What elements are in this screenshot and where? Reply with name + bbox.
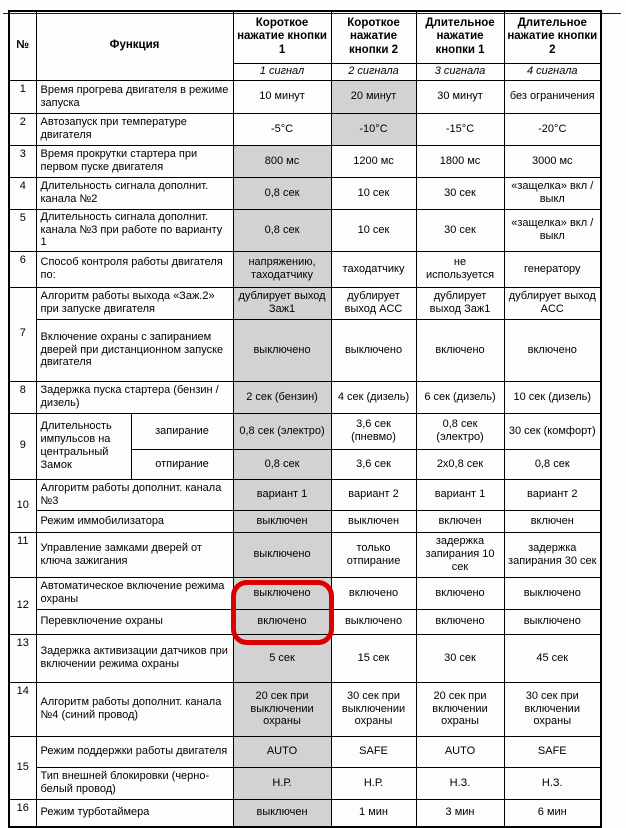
value-cell: включен xyxy=(416,510,504,532)
function-cell: Задержка пуска стартера (бензин / дизель) xyxy=(36,381,233,413)
signal-label-1: 1 сигнал xyxy=(233,63,331,80)
column-header-long-press-2: Длительное нажатие кнопки 2 xyxy=(504,11,601,63)
column-header-short-press-1: Короткое нажатие кнопки 1 xyxy=(233,11,331,63)
value-cell: выключено xyxy=(331,609,416,634)
function-cell: Время прогрева двигателя в режиме запуска xyxy=(36,80,233,113)
function-cell: Длительность сигнала дополнит. канала №2 xyxy=(36,177,233,209)
value-cell: без ограничения xyxy=(504,80,601,113)
signal-label-4: 4 сигнала xyxy=(504,63,601,80)
value-cell: включено xyxy=(331,577,416,609)
table-row xyxy=(9,634,601,682)
table-row xyxy=(9,209,601,251)
value-cell: 2x0,8 сек xyxy=(416,449,504,479)
row-number: 8 xyxy=(9,381,36,413)
function-cell: Перевключение охраны xyxy=(36,609,233,634)
value-cell-selected: выключено xyxy=(233,319,331,381)
value-cell-selected: выключено xyxy=(233,532,331,577)
row-number: 14 xyxy=(9,682,36,736)
table-row xyxy=(9,532,601,577)
value-cell-selected: 0,8 сек xyxy=(233,177,331,209)
value-cell: 10 сек (дизель) xyxy=(504,381,601,413)
value-cell-selected: 20 минут xyxy=(331,80,416,113)
value-cell: 45 сек xyxy=(504,634,601,682)
function-cell: Алгоритм работы дополнит. канала №4 (синий провод) xyxy=(36,682,233,736)
table-row xyxy=(9,767,601,799)
row-number: 15 xyxy=(9,736,36,799)
value-cell: 10 сек xyxy=(331,209,416,251)
value-cell: 10 минут xyxy=(233,80,331,113)
value-cell: генератору xyxy=(504,251,601,287)
table-row xyxy=(9,736,601,767)
value-cell-selected: включено xyxy=(233,609,331,634)
subfunction-cell: запирание xyxy=(131,413,233,449)
table-row xyxy=(9,287,601,319)
row-number: 9 xyxy=(9,413,36,479)
row-number: 1 xyxy=(9,80,36,113)
value-cell-selected: выключен xyxy=(233,510,331,532)
value-cell: выключен xyxy=(331,510,416,532)
value-cell-selected: выключено xyxy=(233,577,331,609)
value-cell: задержка запирания 30 сек xyxy=(504,532,601,577)
function-cell: Задержка активизации датчиков при включении режима охраны xyxy=(36,634,233,682)
table-row xyxy=(9,799,601,827)
value-cell: задержка запирания 10 сек xyxy=(416,532,504,577)
value-cell: 4 сек (дизель) xyxy=(331,381,416,413)
value-cell: включено xyxy=(504,319,601,381)
value-cell-selected: Н.Р. xyxy=(233,767,331,799)
value-cell-selected: 0,8 сек (электро) xyxy=(233,413,331,449)
function-cell: Способ контроля работы двигателя по: xyxy=(36,251,233,287)
value-cell: 0,8 сек (электро) xyxy=(416,413,504,449)
value-cell-selected: AUTO xyxy=(233,736,331,767)
function-cell: Управление замками дверей от ключа зажигания xyxy=(36,532,233,577)
value-cell-selected: 5 сек xyxy=(233,634,331,682)
value-cell: 30 сек при выключении охраны xyxy=(331,682,416,736)
value-cell: 1800 мс xyxy=(416,145,504,177)
row-number: 13 xyxy=(9,634,36,682)
column-header-function: Функция xyxy=(36,11,233,80)
value-cell: выключено xyxy=(331,319,416,381)
function-cell: Алгоритм работы дополнит. канала №3 xyxy=(36,479,233,510)
value-cell: 30 сек xyxy=(416,634,504,682)
function-cell: Длительность импульсов на центральный Замок xyxy=(36,413,131,479)
column-header-long-press-1: Длительное нажатие кнопки 1 xyxy=(416,11,504,63)
row-number: 4 xyxy=(9,177,36,209)
value-cell: 1 мин xyxy=(331,799,416,827)
value-cell: 3,6 сек xyxy=(331,449,416,479)
value-cell: включено xyxy=(416,577,504,609)
value-cell-selected: дублирует выход Заж1 xyxy=(233,287,331,319)
row-number: 3 xyxy=(9,145,36,177)
value-cell: SAFE xyxy=(331,736,416,767)
value-cell-selected: 0,8 сек xyxy=(233,449,331,479)
value-cell: не используется xyxy=(416,251,504,287)
row-number: 7 xyxy=(9,287,36,381)
value-cell: выключено xyxy=(504,609,601,634)
value-cell-selected: 20 сек при выключении охраны xyxy=(233,682,331,736)
table-row xyxy=(9,80,601,113)
value-cell: 6 сек (дизель) xyxy=(416,381,504,413)
function-cell: Режим поддержки работы двигателя xyxy=(36,736,233,767)
value-cell: таходатчику xyxy=(331,251,416,287)
page-top-rule xyxy=(3,13,621,14)
value-cell-selected: напряжению, таходатчику xyxy=(233,251,331,287)
row-number: 12 xyxy=(9,577,36,634)
table-row xyxy=(9,145,601,177)
table-row xyxy=(9,251,601,287)
value-cell: 30 сек xyxy=(416,177,504,209)
settings-table xyxy=(8,10,602,828)
value-cell: 30 сек xyxy=(416,209,504,251)
value-cell: дублирует выход ACC xyxy=(331,287,416,319)
value-cell: 1200 мс xyxy=(331,145,416,177)
value-cell: AUTO xyxy=(416,736,504,767)
signal-label-2: 2 сигнала xyxy=(331,63,416,80)
value-cell: 30 сек при включении охраны xyxy=(504,682,601,736)
table-row xyxy=(9,319,601,381)
value-cell: -15°С xyxy=(416,113,504,145)
function-cell: Режим иммобилизатора xyxy=(36,510,233,532)
value-cell: Н.З. xyxy=(504,767,601,799)
signal-label-3: 3 сигнала xyxy=(416,63,504,80)
function-cell: Автоматическое включение режима охраны xyxy=(36,577,233,609)
value-cell: вариант 2 xyxy=(504,479,601,510)
value-cell: 3 мин xyxy=(416,799,504,827)
value-cell: 3,6 сек (пневмо) xyxy=(331,413,416,449)
function-cell: Включение охраны с запиранием дверей при дистанционном запуске двигателя xyxy=(36,319,233,381)
value-cell: -5°С xyxy=(233,113,331,145)
table-row xyxy=(9,479,601,510)
value-cell: SAFE xyxy=(504,736,601,767)
value-cell: включено xyxy=(416,609,504,634)
value-cell-selected: 2 сек (бензин) xyxy=(233,381,331,413)
value-cell: Н.З. xyxy=(416,767,504,799)
row-number: 16 xyxy=(9,799,36,827)
row-number: 6 xyxy=(9,251,36,287)
row-number: 10 xyxy=(9,479,36,532)
value-cell: дублирует выход ACC xyxy=(504,287,601,319)
table-row xyxy=(9,381,601,413)
function-cell: Автозапуск при температуре двигателя xyxy=(36,113,233,145)
table-row-highlighted xyxy=(9,609,601,634)
value-cell: включено xyxy=(416,319,504,381)
value-cell: 15 сек xyxy=(331,634,416,682)
column-header-num: № xyxy=(9,11,36,80)
value-cell: 10 сек xyxy=(331,177,416,209)
function-cell: Время прокрутки стартера при первом пуске двигателя xyxy=(36,145,233,177)
header-row xyxy=(9,11,601,63)
value-cell: выключено xyxy=(504,577,601,609)
value-cell-selected: 0,8 сек xyxy=(233,209,331,251)
value-cell: 30 сек (комфорт) xyxy=(504,413,601,449)
column-header-short-press-2: Короткое нажатие кнопки 2 xyxy=(331,11,416,63)
value-cell: только отпирание xyxy=(331,532,416,577)
row-number: 5 xyxy=(9,209,36,251)
value-cell: Н.Р. xyxy=(331,767,416,799)
value-cell: 3000 мс xyxy=(504,145,601,177)
value-cell: вариант 2 xyxy=(331,479,416,510)
function-cell: Режим турботаймера xyxy=(36,799,233,827)
value-cell: дублирует выход Заж1 xyxy=(416,287,504,319)
value-cell: «защелка» вкл / выкл xyxy=(504,209,601,251)
value-cell-selected: 800 мс xyxy=(233,145,331,177)
value-cell: 20 сек при включении охраны xyxy=(416,682,504,736)
value-cell: 6 мин xyxy=(504,799,601,827)
value-cell: «защелка» вкл / выкл xyxy=(504,177,601,209)
value-cell: -20°С xyxy=(504,113,601,145)
value-cell: 30 минут xyxy=(416,80,504,113)
table-row xyxy=(9,113,601,145)
function-cell: Алгоритм работы выхода «Заж.2» при запуске двигателя xyxy=(36,287,233,319)
table-row-highlighted xyxy=(9,577,601,609)
value-cell: 0,8 сек xyxy=(504,449,601,479)
table-row xyxy=(9,177,601,209)
value-cell: включен xyxy=(504,510,601,532)
value-cell-selected: -10°С xyxy=(331,113,416,145)
value-cell: вариант 1 xyxy=(416,479,504,510)
subfunction-cell: отпирание xyxy=(131,449,233,479)
value-cell-selected: выключен xyxy=(233,799,331,827)
table-row xyxy=(9,682,601,736)
function-cell: Тип внешней блокировки (черно-белый провод) xyxy=(36,767,233,799)
table-row xyxy=(9,510,601,532)
row-number: 2 xyxy=(9,113,36,145)
table-row xyxy=(9,413,601,449)
row-number: 11 xyxy=(9,532,36,577)
value-cell-selected: вариант 1 xyxy=(233,479,331,510)
function-cell: Длительность сигнала дополнит. канала №3 при работе по варианту 1 xyxy=(36,209,233,251)
